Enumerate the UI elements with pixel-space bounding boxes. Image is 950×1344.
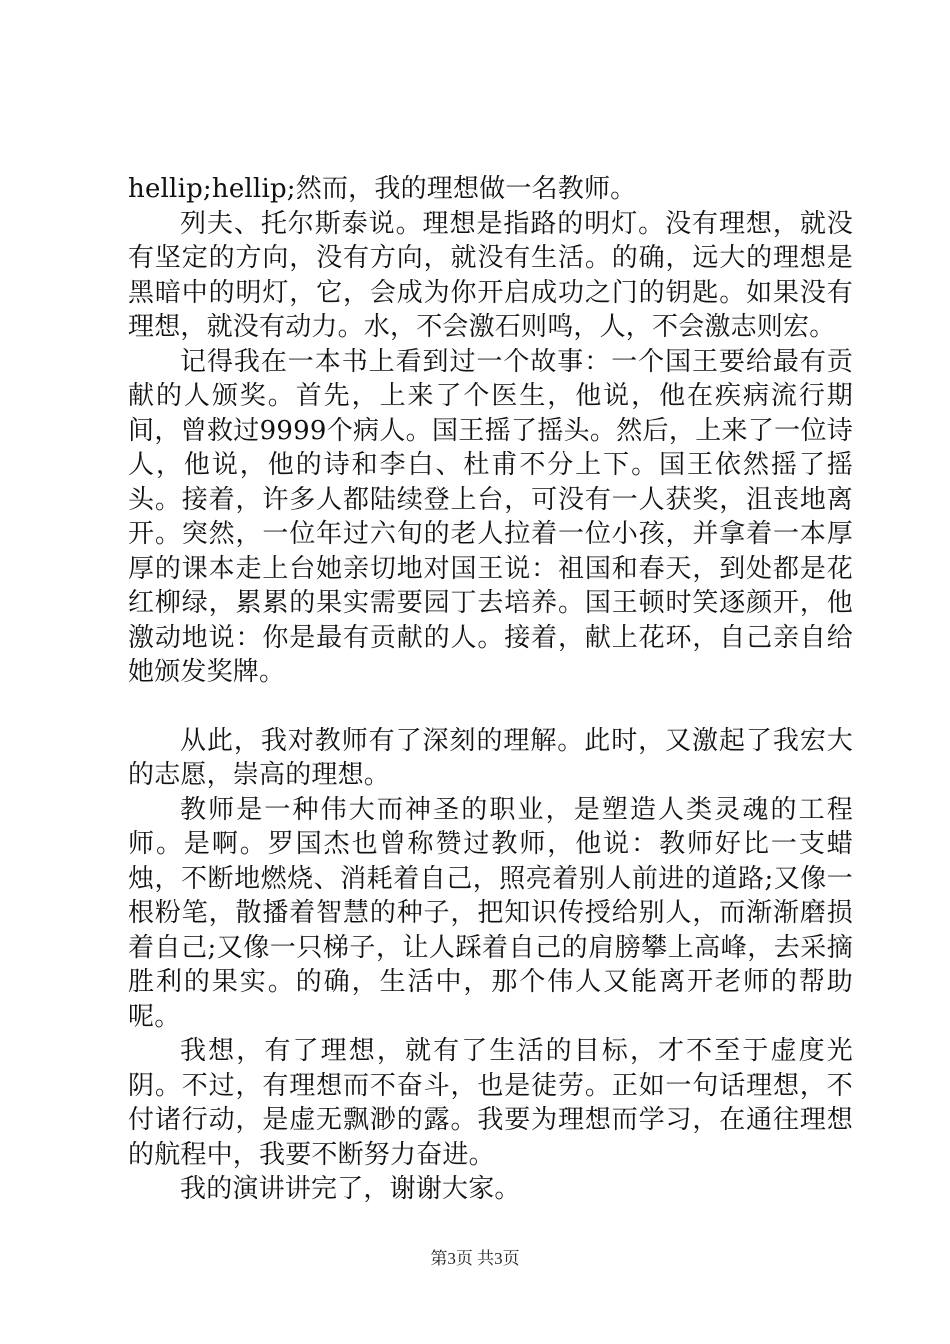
paragraph-tolstoy-quote: 列夫、托尔斯泰说。理想是指路的明灯。没有理想，就没有坚定的方向，没有方向，就没有生活。的确，远大的理想是黑暗中的明灯，它，会成为你开启成功之门的钥匙。如果没有理想，就没有动力。水，不会激石则鸣，人，不会激志则宏。 bbox=[128, 208, 853, 342]
paragraph-king-story: 记得我在一本书上看到过一个故事：一个国王要给最有贡献的人颁奖。首先，上来了个医生，他说，他在疾病流行期间，曾救过9999个病人。国王摇了摇头。然后，上来了一位诗人，他说，他的诗和李白、杜甫不分上下。国王依然摇了摇头。接着，许多人都陆续登上台，可没有一人获奖，沮丧地离开。突然，一位年过六旬的老人拉着一位小孩，并拿着一本厚厚的课本走上台她亲切地对国王说：祖国和春天，到处都是花红柳绿，累累的果实需要园丁去培养。国王顿时笑逐颜开，他激动地说：你是最有贡献的人。接着，献上花环，自己亲自给她颁发奖牌。 bbox=[128, 346, 853, 687]
paragraph-closing: 我的演讲讲完了，谢谢大家。 bbox=[180, 1174, 521, 1204]
paragraph-ideal-and-effort: 我想，有了理想，就有了生活的目标，才不至于虚度光阴。不过，有理想而不奋斗，也是徒劳。正如一句话理想，不付诸行动，是虚无飘渺的露。我要为理想而学习，在通往理想的航程中，我要不断努力奋进。 bbox=[128, 1036, 853, 1170]
paragraph-opening: hellip;hellip;然而，我的理想做一名教师。 bbox=[128, 174, 637, 204]
paragraph-understanding: 从此，我对教师有了深刻的理解。此时，又激起了我宏大的志愿，崇高的理想。 bbox=[128, 725, 853, 790]
document-body bbox=[128, 172, 853, 1207]
page-number-footer: 第3页 共3页 bbox=[430, 1249, 520, 1268]
paragraph-teacher-profession: 教师是一种伟大而神圣的职业，是塑造人类灵魂的工程师。是啊。罗国杰也曾称赞过教师，他说：教师好比一支蜡烛，不断地燃烧、消耗着自己，照亮着别人前进的道路;又像一根粉笔，散播着智慧的种子，把知识传授给别人，而渐渐磨损着自己;又像一只梯子，让人踩着自己的肩膀攀上高峰，去采摘胜利的果实。的确，生活中，那个伟人又能离开老师的帮助呢。 bbox=[128, 794, 853, 1032]
